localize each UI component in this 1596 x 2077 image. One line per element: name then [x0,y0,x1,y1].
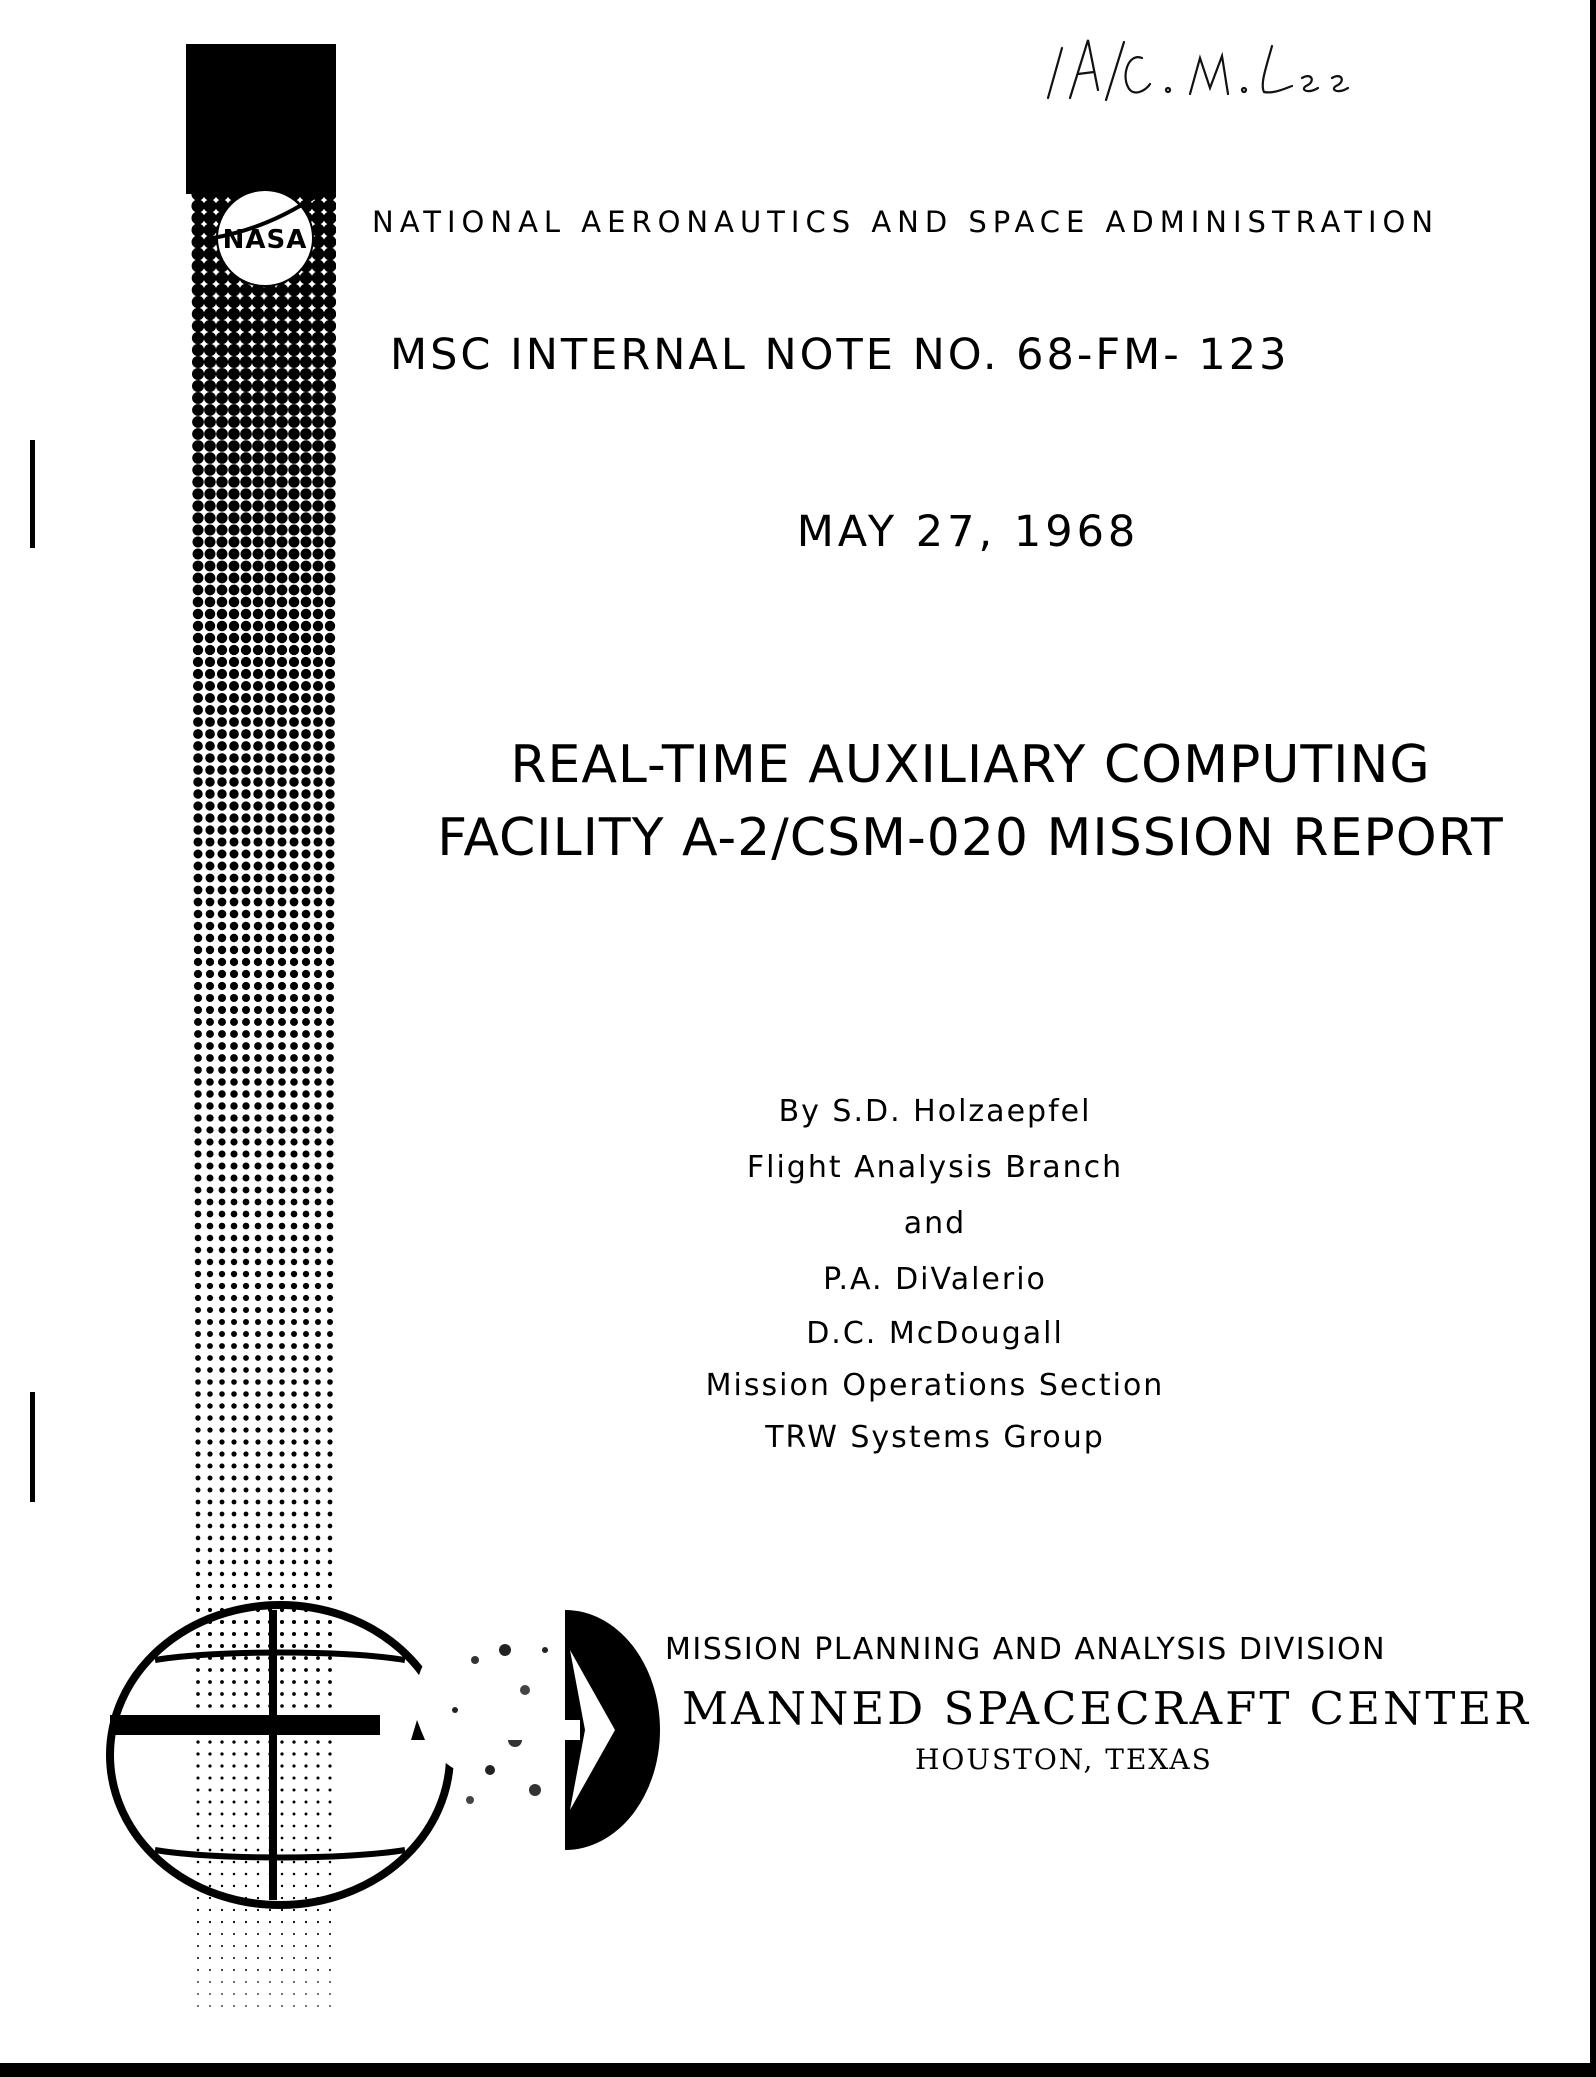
nasa-logo [205,180,335,290]
author-line: Flight Analysis Branch [746,1150,1124,1185]
author-line: and [903,1206,967,1241]
report-title-line-1: REAL-TIME AUXILIARY COMPUTING [510,735,1431,795]
globe-icon [110,1605,450,1905]
agency-name: NATIONAL AERONAUTICS AND SPACE ADMINISTRATION [372,205,1440,239]
author-line: TRW Systems Group [765,1420,1105,1455]
page-edge-bottom [0,2063,1596,2077]
author-line: Mission Operations Section [705,1368,1165,1403]
author-line: D.C. McDougall [806,1316,1064,1351]
center-location: HOUSTON, TEXAS [915,1743,1213,1776]
binding-mark-bottom [30,1392,35,1502]
author-block [600,1084,1270,1464]
division-name: MISSION PLANNING AND ANALYSIS DIVISION [665,1632,1387,1667]
report-date: MAY 27, 1968 [796,507,1140,557]
svg-text:NASA: NASA [222,225,308,255]
moon-icon [415,1620,575,1804]
internal-note-number: MSC INTERNAL NOTE NO. 68-FM- 123 [390,330,1290,380]
author-line: P.A. DiValerio [823,1262,1047,1297]
center-name: MANNED SPACECRAFT CENTER [682,1682,1532,1735]
mpad-emblem [95,1590,675,1920]
author-line: By S.D. Holzaepfel [778,1094,1092,1129]
report-title-line-2: FACILITY A-2/CSM-020 MISSION REPORT [437,808,1504,868]
page-edge-right [1590,0,1596,2077]
handwritten-annotation [1040,28,1380,108]
